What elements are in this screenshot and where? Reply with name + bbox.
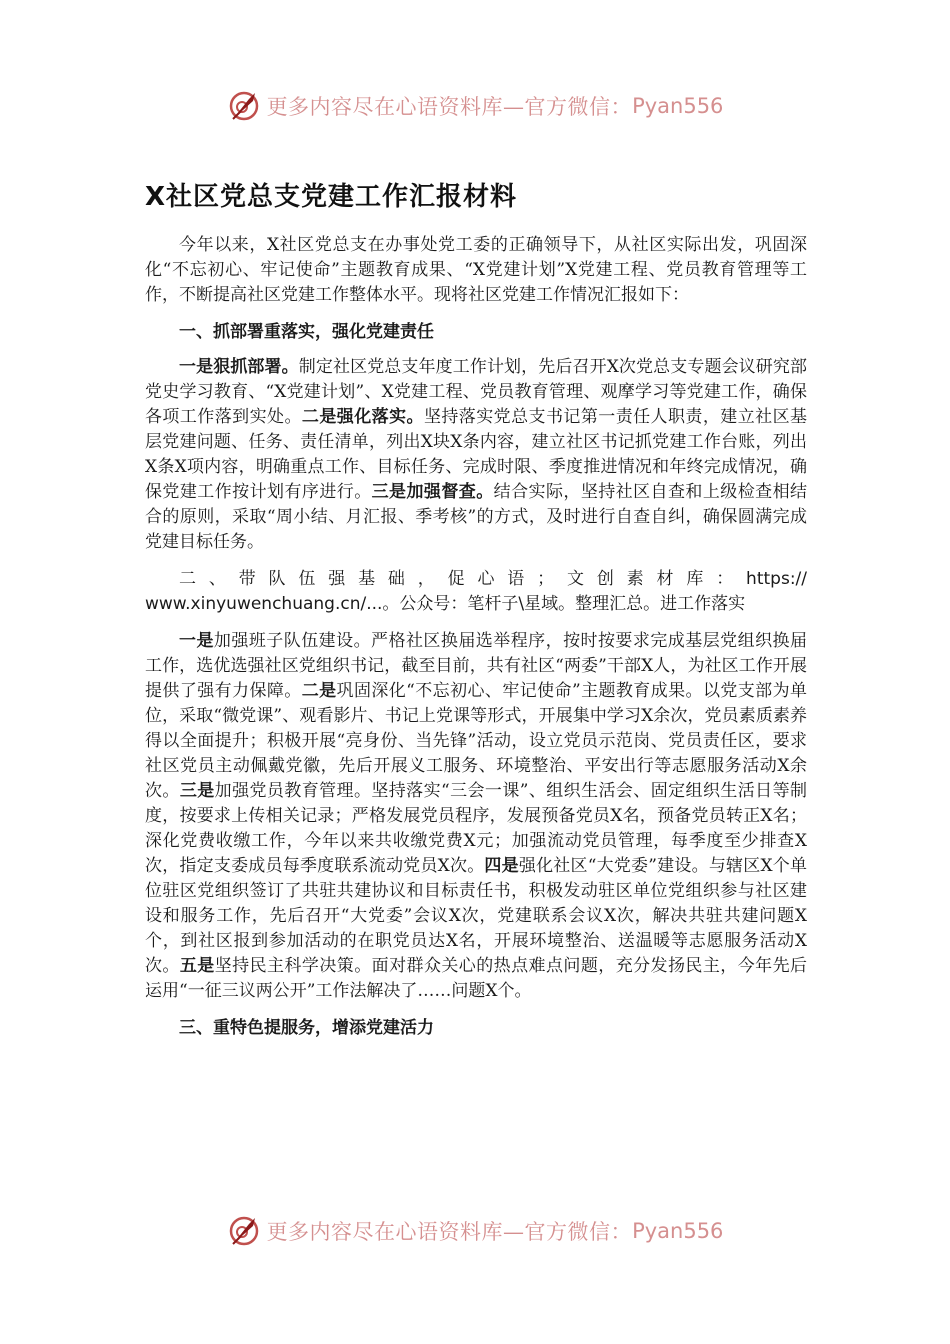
- banner-wechat-id: Pyan556: [632, 94, 724, 118]
- intro-paragraph: 今年以来，X社区党总支在办事处党工委的正确领导下，从社区实际出发，巩固深化“不忘初心、牢记使命”主题教育成果、“X党建计划”X党建工程、党员教育管理等工作，不断提高社区党建工作整体水平。现将社区党建工作情况汇报如下：: [145, 235, 807, 305]
- document-title: X社区党总支党建工作汇报材料: [145, 182, 518, 212]
- header-watermark-banner: [0, 86, 950, 126]
- s2-text-1: 加强班子队伍建设。严格社区换届选举程序，按时按要求完成基层党组织换届工作，选优选强社区党组织书记，截至目前，共有社区“两委”干部X人，为社区工作开展提供了强有力保障。: [145, 631, 808, 701]
- footer-watermark-banner: [0, 1211, 950, 1251]
- section-1-paragraph: [145, 355, 807, 555]
- text-2: 坚持落实党总支书记第一责任人职责，建立社区基层党建问题、任务、责任清单，列出X块X条内容，建立社区书记抓党建工作台账，列出X条X项内容，明确重点工作、目标任务、完成时限、季度推进情况和年终完成情况，确保党建工作按计划有序进行。: [145, 407, 808, 502]
- banner-wechat-id: Pyan556: [632, 1219, 724, 1243]
- lead-3: 三是加强督查。: [371, 482, 494, 502]
- lead-2: 二是强化落实。: [301, 407, 424, 427]
- section-1-heading: 一、抓部署重落实，强化党建责任: [179, 322, 434, 342]
- document-body: [145, 233, 807, 1051]
- section-2-heading-text-1: 二、带队伍强基础，促心语；文创素材库：https://: [179, 569, 807, 589]
- section-2-paragraph: [145, 629, 807, 1004]
- text-1: 制定社区党总支年度工作计划，先后召开X次党总支专题会议研究部党史学习教育、“X党建计划”、X党建工程、党员教育管理、观摩学习等党建工作，确保各项工作落到实处。: [145, 357, 808, 427]
- banner-text: 更多内容尽在心语资料库—官方微信：: [266, 1220, 633, 1244]
- s2-lead-3: 三是: [179, 781, 215, 801]
- section-2-heading-text-2: www.xinyuwenchuang.cn/...。公众号：笔杆子\星域。整理汇总。进工作落实: [145, 594, 746, 614]
- s2-text-4: 强化社区“大党委”建设。与辖区X个单位驻区党组织签订了共驻共建协议和目标责任书，积极发动驻区单位党组织参与社区建设和服务工作，先后召开“大党委”会议X次，党建联系会议X次，解决共驻共建问题X个，到社区报到参加活动的在职党员达X名，开展环境整治、送温暖等志愿服务活动X次。: [145, 856, 808, 976]
- s2-text-2: 巩固深化“不忘初心、牢记使命”主题教育成果。以党支部为单位，采取“微党课”、观看影片、书记上党课等形式，开展集中学习X余次，党员素质素养得以全面提升；积极开展“亮身份、当先锋”活动，设立党员示范岗、党员责任区，要求社区党员主动佩戴党徽，先后开展义工服务、环境整治、平安出行等志愿服务活动X余次。: [145, 681, 808, 801]
- banner-text: 更多内容尽在心语资料库—官方微信：: [266, 95, 633, 119]
- s2-lead-1: 一是: [179, 631, 214, 651]
- quill-pen-logo-icon: [227, 1214, 261, 1248]
- section-2-heading-line-2: [145, 592, 807, 617]
- s2-lead-4: 四是: [484, 856, 519, 876]
- s2-lead-5: 五是: [179, 956, 215, 976]
- s2-text-3: 加强党员教育管理。坚持落实“三会一课”、组织生活会、固定组织生活日等制度，按要求上传相关记录；严格发展党员程序，发展预备党员X名，预备党员转正X名；深化党费收缴工作，今年以来共收缴党费X元；加强流动党员管理，每季度至少排查X次，指定支委成员每季度联系流动党员X次。: [145, 781, 808, 876]
- lead-1: 一是狠抓部署。: [179, 357, 299, 377]
- section-2-heading-line-1: [145, 567, 807, 592]
- quill-pen-logo-icon: [227, 89, 261, 123]
- s2-lead-2: 二是: [301, 681, 337, 701]
- text-3: 结合实际，坚持社区自查和上级检查相结合的原则，采取“周小结、月汇报、季考核”的方式，及时进行自查自纠，确保圆满完成党建目标任务。: [145, 482, 808, 552]
- s2-text-5: 坚持民主科学决策。面对群众关心的热点难点问题，充分发扬民主，今年先后运用“一征三议两公开”工作法解决了……问题X个。: [145, 956, 808, 1001]
- section-3-heading: 三、重特色提服务，增添党建活力: [179, 1018, 434, 1038]
